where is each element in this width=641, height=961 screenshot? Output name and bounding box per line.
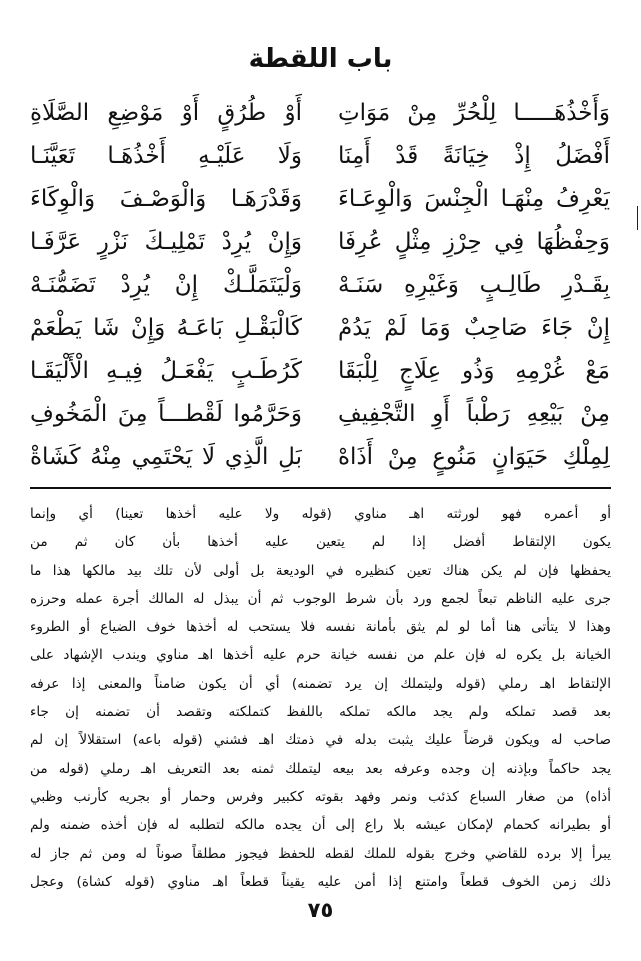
verse-row	[30, 135, 610, 177]
verse-second-hemistich: وَقَدْرَهَـا وَالْوَصْـفَ وَالْوِكَاءَ	[30, 186, 302, 212]
verse-first-hemistich: مِنْ بَيْعِهِ رَطْباً أَوِ التَّجْفِيفِ	[338, 401, 610, 427]
verse-second-hemistich: كَالْبَقْـلِ بَاعَـهُ وَإِنْ شَا يَطْعَمْ	[30, 315, 302, 341]
verse-second-hemistich: وَحَرَّمُوا لَقْطـــاً مِنَ الْمَخُوفِ	[30, 401, 302, 427]
commentary-line: يجد حاكماً وبإذنه إن وجده وعرفه بعد بيعه ليتملك ثمنه بعد التعريف اهـ رملي (قوله من	[30, 760, 611, 777]
commentary-line: بعد قصد تملكه ولم يجد مالكه تملكه باللفظ كتملكته وتقصد أن تضمنه إن جاء	[30, 704, 611, 721]
separator-rule	[30, 487, 611, 489]
commentary-line: ذلك زمن الخوف قطعاً وامتنع إذا أمن عليه يقيناً قطعاً اهـ مناوي (قوله كشاة) وعجل	[30, 873, 611, 890]
verse-row	[30, 264, 610, 306]
commentary-line: يبرأ إلا برده للقاضي وخرج بقوله للملك لقطه للحفظ فيجوز مطلقاً صوناً له ومن ثم جاز له	[30, 845, 611, 862]
commentary-line: جرى عليه الناظم تبعاً لجمع ورد بأن شرط الوجوب ثم أن يبذل له المالك أجرة عمله وحرزه	[30, 590, 611, 607]
commentary-line: أذاه) من صغار السباع كذئب ونمر وفهد بقوته ككبير وفرس وحمار أو بجريه كأرنب وظبي	[30, 788, 611, 805]
commentary-line: الخيانة بل يكره له فإن علم من نفسه خيانة حرم عليه أخذها اهـ مناوي ويندب الإشهاد على	[30, 647, 611, 664]
verse-first-hemistich: إِنْ جَاءَ صَاحِبٌ وَمَا لَمْ يَدُمْ	[338, 315, 610, 341]
verse-row	[30, 221, 610, 263]
verse-first-hemistich: مَعْ غُرْمِهِ وَذُو عِلَاجٍ لِلْبَقَا	[338, 358, 610, 384]
commentary-line: صاحب له ويكون قرضاً عليك يثبت بدله في ذمتك اهـ فشني (قوله باعه) استقلالاً إن لم	[30, 732, 611, 749]
verse-row	[30, 92, 610, 134]
commentary-line: وهذا لا يتأتى هنا أما لو لم يثق بأمانة نفسه فلا يستحب له أخذها خوف الضياع أو الطروء	[30, 619, 611, 636]
verse-first-hemistich: بِقَـدْرِ طَالِـبٍ وَغَيْرِهِ سَنَـهْ	[338, 272, 610, 298]
chapter-title: باب اللقطة	[248, 44, 393, 74]
verse-row	[30, 393, 610, 435]
commentary-text	[30, 500, 611, 896]
commentary-line: أو أعمره فهو لورثته اهـ مناوي (قوله ولا عليه أخذها تعينا) أي وإنما	[30, 506, 611, 522]
verse-first-hemistich: وَأَخْذُهَـــــا لِلْحُرِّ مِنْ مَوَاتِ	[338, 100, 610, 126]
margin-mark	[637, 206, 639, 230]
verse-second-hemistich: بَلِ الَّذِي لَا يَحْتَمِي مِنْهُ كَشَاةْ	[30, 444, 302, 470]
verse-first-hemistich: لِمِلْكِ حَيَوَانٍ مَنُوعٍ مِنْ أَذَاهْ	[338, 444, 610, 470]
verse-first-hemistich: أَفْضَلُ إِذْ خِيَانَةً قَدْ أَمِنَا	[338, 143, 610, 169]
verse-row	[30, 350, 610, 392]
commentary-line: أو بطيرانه كحمام لإمكان عيشه بلا راع إلى أن يجده مالكه لتطلبه له فإن أخذه ضمنه ولم	[30, 817, 611, 834]
verse-second-hemistich: أَوْ طُرُقٍ أَوْ مَوْضِعِ الصَّلَاةِ	[30, 100, 302, 126]
verse-first-hemistich: يَعْرِفُ مِنْهَـا الْجِنْسَ وَالْوِعَـاءَ	[338, 186, 610, 212]
verse-second-hemistich: وَلْيَتَمَلَّـكْ إِنْ يُرِدْ تَضَمُّنَـهْ	[30, 272, 302, 298]
verse-row	[30, 307, 610, 349]
verse-row	[30, 178, 610, 220]
verse-row	[30, 436, 610, 478]
commentary-line: الإلتقاط اهـ رملي (قوله وليتملك إن يرد تضمنه) أي أن يكون ضامناً والمعنى إذا عرفه	[30, 675, 611, 692]
verse-first-hemistich: وَحِفْظُهَا فِي حِرْزِ مِثْلٍ عُرِفَا	[338, 229, 610, 255]
verse-second-hemistich: وَإِنْ يُرِدْ تَمْلِيـكَ نَزْرٍ عَرَّفَـا	[30, 229, 302, 255]
page-number: ٧٥	[307, 898, 334, 922]
commentary-line: يكون الإلتقاط أفضل إذا لم يتعين عليه أخذها بأن كان ثم من	[30, 534, 611, 551]
poem-verses	[30, 92, 610, 477]
commentary-line: يحفظها فإن لم يكن هناك تعين كنظيره في الوديعة بل أولى لأن تلك بيد مالكها هذا ما	[30, 562, 611, 579]
verse-second-hemistich: وَلَا عَلَيْـهِ أَخْذُهَـا تَعَيَّنَـا	[30, 143, 302, 169]
verse-second-hemistich: كَرُطَـبٍ يَفْعَـلُ فِيـهِ الْأَلْيَقَـا	[30, 358, 302, 384]
